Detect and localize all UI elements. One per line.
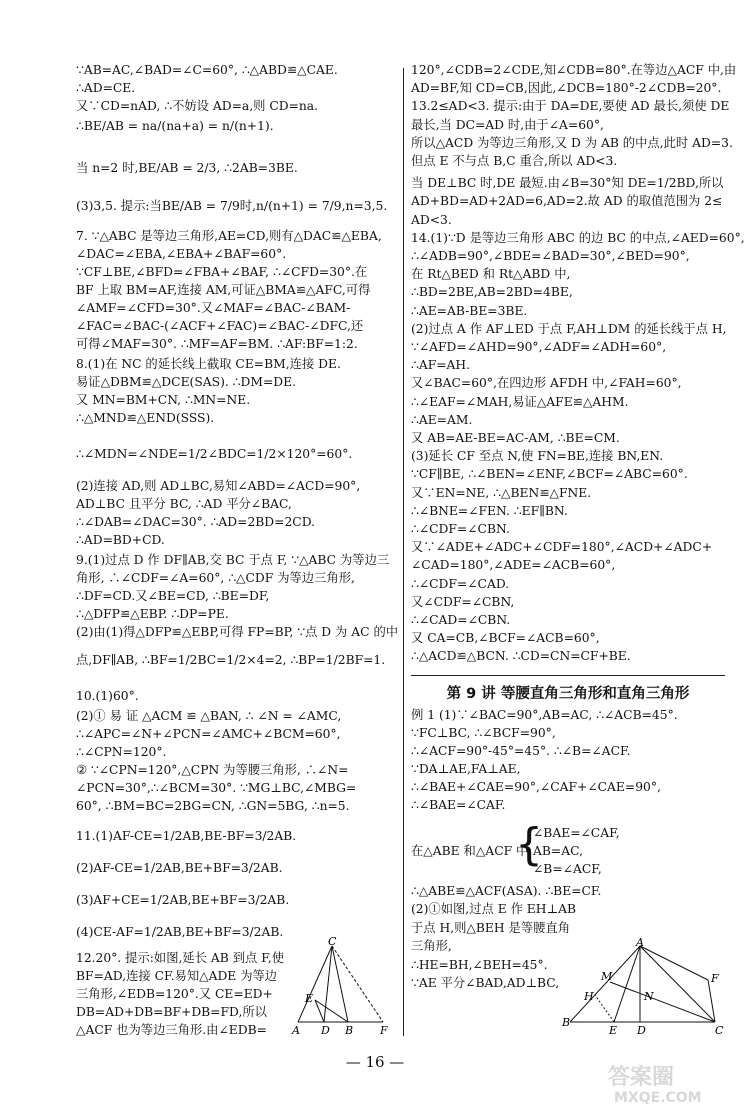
answer-line: (3)AF+CE=1/2AB,BE+BF=3/2AB. [76,893,290,907]
answer-line: (2)① 易 证 △ACM ≌ △BAN, ∴ ∠N = ∠AMC, [76,709,342,723]
fig1-label: B [345,1024,354,1036]
answer-line: ∴∠DAB=∠DAC=30°. ∴AD=2BD=2CD. [76,515,316,529]
fig1-label: D [321,1024,330,1036]
answer-line: ∴∠EAF=∠MAH,易证△AFE≌△AHM. [411,394,629,409]
answer-line: 可得∠MAF=30°. ∴MF=AF=BM. ∴AF:BF=1:2. [76,337,358,351]
answer-line: 9.(1)过点 D 作 DF∥AB,交 BC 于点 F, ∵△ABC 为等边三 [76,553,390,567]
answer-line: 三角形, [411,939,452,954]
answer-line: 7. ∵△ABC 是等边三角形,AE=CD,则有△DAC≌△EBA, [76,229,382,243]
answer-line: 又∠CDF=∠CBN, [411,594,515,609]
answer-line: 11.(1)AF-CE=1/2AB,BE-BF=3/2AB. [76,829,297,843]
answer-line: ∠PCN=30°,∴∠BCM=30°. ∵MG⊥BC,∠MBG= [76,781,357,795]
answer-line: ② ∵∠CPN=120°,△CPN 为等腰三角形, ∴∠N= [76,763,349,777]
fig2-label: F [711,972,719,985]
answer-line: 但点 E 不与点 B,C 重合,所以 AD<3. [411,154,618,168]
answer-line: (2)①如图,过点 E 作 EH⊥AB [411,902,576,917]
answer-line: 13.2≤AD<3. 提示:由于 DA=DE,要使 AD 最长,须使 DE [411,99,730,114]
fig2-label: D [637,1024,646,1034]
answer-line: 于点 H,则△BEH 是等腰直角 [411,920,571,935]
fig2-label: M [601,970,613,983]
answer-line: ∵AB=AC,∠BAD=∠C=60°, ∴△ABD≌△CAE. [76,63,338,77]
watermark-url: MXQE.COM [614,1090,702,1104]
answer-line: ∴BE/AB = na/(na+a) = n/(n+1). [76,119,274,133]
answer-line: ∴AE=AM. [411,412,473,427]
brace-symbol: { [515,818,543,870]
fig2-label: A [636,938,644,949]
answer-line: ∠CAD=180°,∠ADE=∠ACB=60°, [411,558,616,573]
answer-line: 又 AB=AE-BE=AC-AM, ∴BE=CM. [411,431,620,445]
answer-line: ∴∠CDF=∠CBN. [411,522,510,536]
watermark-logo [600,1058,745,1104]
triangle-figure-12 [288,936,394,1036]
page-number: — 16 — [345,1053,405,1071]
answer-line: 8.(1)在 NC 的延长线上截取 CE=BM,连接 DE. [76,357,341,371]
fig1-label: F [380,1024,388,1036]
answer-line: 120°,∠CDB=2∠CDE,知∠CDB=80°.在等边△ACF 中,由 [411,63,737,77]
answer-line: ∴AD=BD+CD. [76,533,165,547]
fig2-label: E [609,1024,618,1034]
answer-line: ∴∠BNE=∠FEN. ∴EF∥BN. [411,503,568,518]
answer-line: ∴∠BAE+∠CAE=90°,∠CAF+∠CAE=90°, [411,779,661,794]
answer-line: 当 DE⊥BC 时,DE 最短.由∠B=30°知 DE=1/2BD,所以 [411,176,724,191]
answer-line: 又∠BAC=60°,在四边形 AFDH 中,∠FAH=60°, [411,376,682,391]
column-divider [403,68,404,1036]
answer-line: (2)AF-CE=1/2AB,BE+BF=3/2AB. [76,861,283,875]
answer-line: AD<3. [411,212,452,227]
section-title: 第 9 讲 等腰直角三角形和直角三角形 [411,675,725,703]
answer-line: 在 Rt△BED 和 Rt△ABD 中, [411,267,571,282]
answer-line: 在△ABE 和△ACF 中, [411,843,533,858]
answer-line: (3)3,5. 提示:当BE/AB = 7/9时,n/(n+1) = 7/9,n=3,5. [76,199,388,213]
answer-line: ∠AMF=∠CFD=30°.又∠MAF=∠BAC-∠BAM- [76,301,351,315]
answer-line: ∵CF⊥BE,∠BFD=∠FBA+∠BAF, ∴∠CFD=30°.在 [76,265,368,279]
fig2-label: C [715,1024,724,1034]
answer-line: 14.(1)∵D 是等边三角形 ABC 的边 BC 的中点,∠AED=60°, [411,230,745,245]
answer-line: ∴BD=2BE,AB=2BD=4BE, [411,285,573,300]
answer-line: 最长,当 DC=AD 时,由于∠A=60°, [411,117,604,132]
fig2-label: N [644,990,654,1003]
answer-line: 当 n=2 时,BE/AB = 2/3, ∴2AB=3BE. [76,161,298,175]
answer-line: ∴DF=CD.又∠BE=CD, ∴BE=DF, [76,589,270,603]
answer-line: ∴∠CDF=∠CAD. [411,576,510,591]
answer-line: ∠FAC=∠BAC-(∠ACF+∠FAC)=∠BAC-∠DFC,还 [76,319,364,333]
answer-line: ∵AE 平分∠BAD,AD⊥BC, [411,976,560,991]
answer-line: ∴AD=CE. [76,81,136,95]
answer-line: ∵∠AFD=∠AHD=90°,∠ADF=∠ADH=60°, [411,340,667,354]
answer-line: ∵CF∥BE, ∴∠BEN=∠ENF,∠BCF=∠ABC=60°. [411,467,688,482]
answer-line: 10.(1)60°. [76,689,139,703]
fig2-label: H [584,990,594,1003]
answer-line: ∠BAE=∠CAF, [533,825,620,840]
answer-line: AD⊥BC 且平分 BC, ∴AD 平分∠BAC, [76,497,292,511]
answer-line: 又 CA=CB,∠BCF=∠ACB=60°, [411,631,600,646]
answer-line: ∴∠MDN=∠NDE=1/2∠BDC=1/2×120°=60°. [76,447,353,461]
answer-line: 角形, ∴∠CDF=∠A=60°, ∴△CDF 为等边三角形, [76,571,355,585]
answer-line: ∴AE=AB-BE=3BE. [411,303,528,318]
answer-line: 又∵CD=nAD, ∴不妨设 AD=a,则 CD=na. [76,99,319,113]
answer-line: ∴△DFP≌△EBP. ∴DP=PE. [76,607,229,621]
answer-line: ∴∠BAE=∠CAF. [411,797,506,812]
answer-line: (3)延长 CF 至点 N,使 FN=BE,连接 BN,EN. [411,449,664,464]
answer-line: ∴∠CAD=∠CBN. [411,613,511,627]
answer-line: ∴∠APC=∠N+∠PCN=∠AMC+∠BCM=60°, [76,727,341,741]
answer-line: 例 1 (1)∵∠BAC=90°,AB=AC, ∴∠ACB=45°. [411,707,678,722]
answer-line: ∠B=∠ACF, [533,861,602,876]
answer-line: 60°, ∴BM=BC=2BG=CN, ∴GN=5BG, ∴n=5. [76,799,350,813]
answer-line: 点,DF∥AB, ∴BF=1/2BC=1/2×4=2, ∴BP=1/2BF=1. [76,653,386,667]
answer-line: (2)连接 AD,则 AD⊥BC,易知∠ABD=∠ACD=90°, [76,479,361,493]
answer-line: DB=AD+DB=BF+DB=FD,所以 [76,1005,267,1019]
answer-line: ∴∠ACF=90°-45°=45°. ∴∠B=∠ACF. [411,743,631,758]
answer-line: (2)由(1)得△DFP≌△EBP,可得 FP=BP, ∵点 D 为 AC 的中 [76,625,399,639]
answer-line: BF 上取 BM=AF,连接 AM,可证△BMA≌△AFC,可得 [76,283,371,297]
answer-line: ∴∠CPN=120°. [76,745,167,759]
answer-line: 所以△ACD 为等边三角形,又 D 为 AB 的中点,此时 AD=3. [411,135,733,150]
answer-line: AD+BD=AD+2AD=6,AD=2.故 AD 的取值范围为 2≤ [411,194,723,209]
fig1-label: C [328,936,337,948]
answer-line: AD=BF,知 CD=CB,因此,∠DCB=180°-2∠CDB=20°. [411,81,722,96]
answer-line: △ACF 也为等边三角形.由∠EDB= [76,1023,267,1037]
answer-line: (4)CE-AF=1/2AB,BE+BF=3/2AB. [76,925,284,939]
fig1-label: E [305,992,314,1005]
triangle-figure-ex1 [560,938,730,1034]
answer-line: 又 MN=BM+CN, ∴MN=NE. [76,393,251,407]
answer-line: ∴AF=AH. [411,358,471,373]
answer-line: AB=AC, [533,843,583,858]
fig2-label: B [562,1016,571,1029]
answer-line: 又∵∠ADE+∠ADC+∠CDF=180°,∠ACD+∠ADC+ [411,540,713,555]
fig1-label: A [292,1024,300,1036]
answer-line: ∠DAC=∠EBA,∠EBA+∠BAF=60°. [76,247,287,261]
answer-line: 又∵EN=NE, ∴△BEN≌△FNE. [411,485,592,500]
answer-line: 易证△DBM≌△DCE(SAS). ∴DM=DE. [76,375,297,389]
answer-line: ∴△ACD≌△BCN. ∴CD=CN=CF+BE. [411,649,631,664]
answer-line: (2)过点 A 作 AF⊥ED 于点 F,AH⊥DM 的延长线于点 H, [411,321,727,336]
answer-line: BF=AD,连接 CF.易知△ADE 为等边 [76,969,278,983]
answer-line: ∵DA⊥AE,FA⊥AE, [411,761,521,776]
answer-line: 三角形,∠EDB=120°.又 CE=ED+ [76,987,273,1001]
answer-line: ∴∠ADB=90°,∠BDE=∠BAD=30°,∠BED=90°, [411,249,690,263]
answer-line: 12.20°. 提示:如图,延长 AB 到点 F,使 [76,951,285,965]
watermark-text: 答案圈 [608,1065,675,1090]
answer-line: ∴△MND≌△END(SSS). [76,411,215,425]
answer-line: ∵FC⊥BC, ∴∠BCF=90°, [411,725,556,740]
answer-line: ∴HE=BH,∠BEH=45°. [411,957,548,972]
answer-line: ∴△ABE≌△ACF(ASA). ∴BE=CF. [411,883,602,898]
